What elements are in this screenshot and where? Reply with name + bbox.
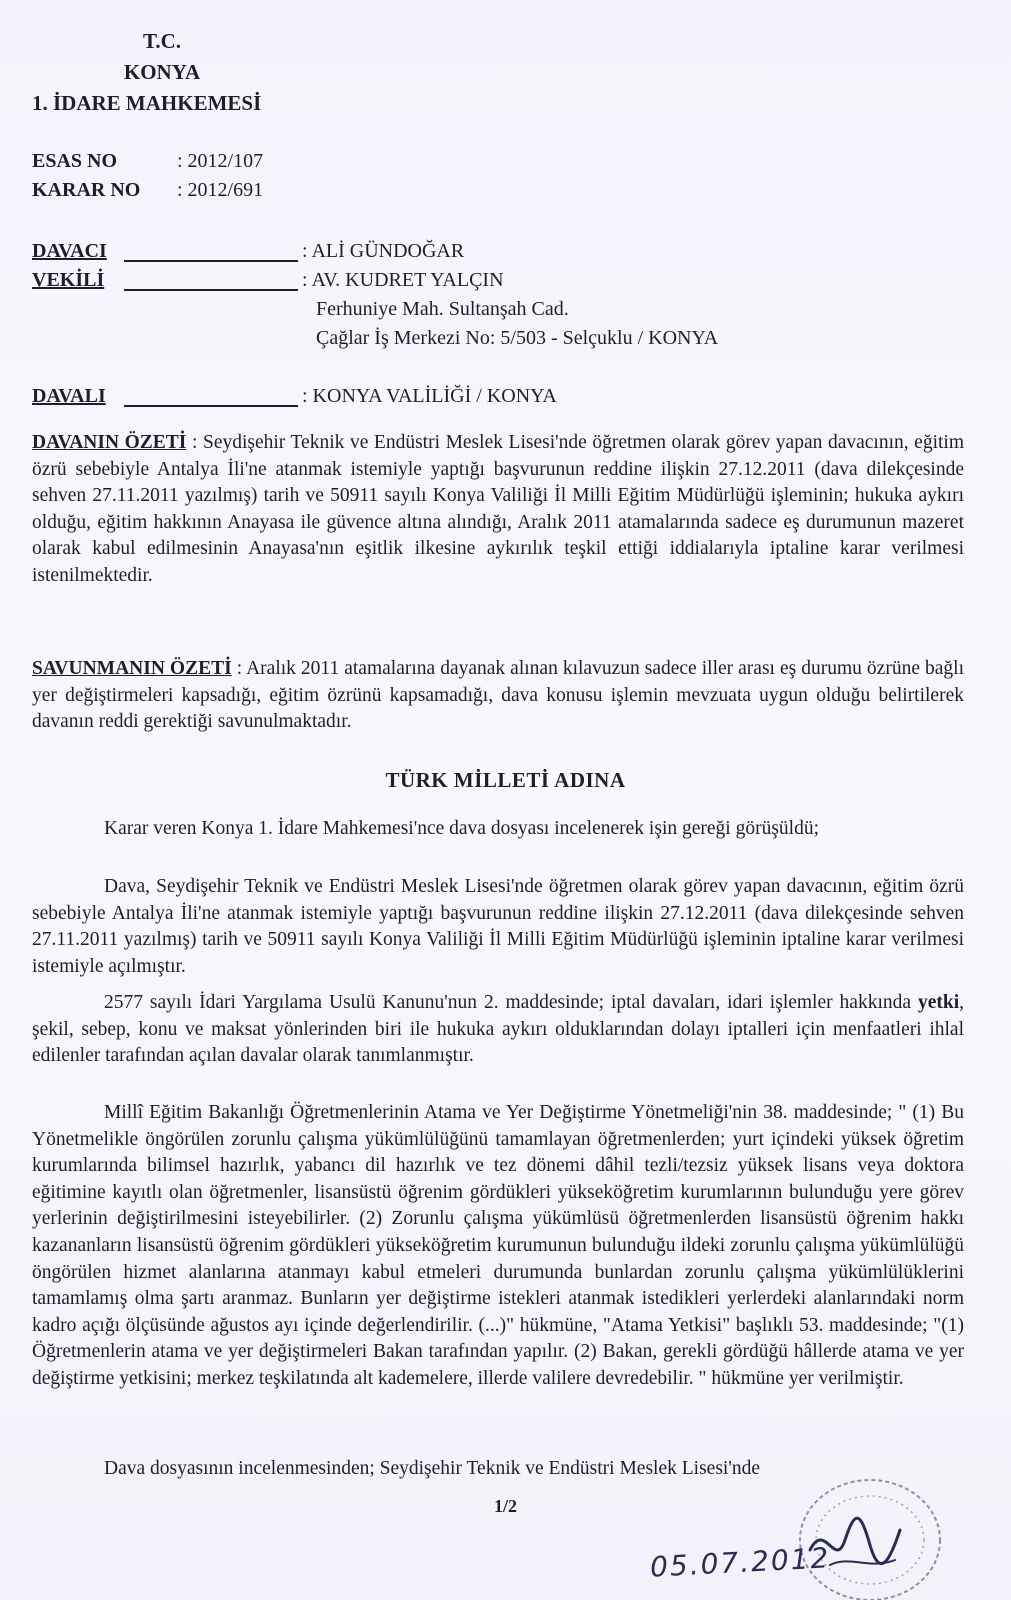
case-numbers xyxy=(32,147,263,205)
court-header xyxy=(32,26,292,119)
body-paragraph-3-b: yetki xyxy=(917,992,960,1013)
handwritten-date: 05.07.2012 xyxy=(649,1541,832,1584)
body-paragraph-3 xyxy=(32,990,964,1070)
case-summary xyxy=(32,430,964,590)
party-block xyxy=(32,237,718,353)
esas-value: : 2012/107 xyxy=(177,150,264,172)
defense-summary-heading: SAVUNMANIN ÖZETİ xyxy=(32,658,232,679)
esas-label: ESAS NO xyxy=(32,150,118,172)
vekili-value: : AV. KUDRET YALÇIN xyxy=(302,269,504,291)
davaci-label: DAVACI xyxy=(32,237,302,266)
body-paragraph-3-a: 2577 sayılı İdari Yargılama Usulü Kanunu'nun 2. maddesinde; iptal davaları, idari işlemler hakkında xyxy=(104,992,918,1013)
page-number: 1/2 xyxy=(493,1496,517,1516)
karar-label: KARAR NO xyxy=(32,179,141,201)
vekili-address-1: Ferhuniye Mah. Sultanşah Cad. xyxy=(316,298,569,320)
body-paragraph-5: Dava dosyasının incelenmesinden; Seydişehir Teknik ve Endüstri Meslek Lisesi'nde xyxy=(104,1458,760,1479)
body-paragraph-4: Millî Eğitim Bakanlığı Öğretmenlerinin Atama ve Yer Değiştirme Yönetmeliği'nin 38. maddesinde; " (1) Bu Yönetmelikle öngörülen zorunlu çalışma yükümlülüğünü tamamlayan öğretmenlerden; yurt içindeki yüksek öğretim kurumlarında bilimsel hazırlık, yabancı dil hazırlık ve tez dönemi dâhil tezli/tezsiz yüksek lisans veya doktora eğitimine kayıtlı olan öğretmenler, lisansüstü öğrenim gördükleri yükseköğretim kurumlarının bulunduğu yere görev yerlerinin değiştirilmesini isteyebilirler. (2) Zorunlu çalışma yükümlüsü öğretmenlerden lisansüstü öğrenim hakkı kazananların lisansüstü öğrenim gördükleri yükseköğretim kurumunun bulunduğu ildeki zorunlu çalışma yükümlülüğü öngörülen hizmet alanlarına atanmayı kabul etmeleri durumunda bunlardan zorunlu çalışma yükümlülüklerini tamamlamış olma şartı aranmaz. Bunların yer değiştirme istekleri atanmak istedikleri yerlerdeki alanlarındaki norm kadro açığı ölçüsünde ağustos ayı içinde değerlendirilir. (...)" hükmüne, "Atama Yetkisi" başlıklı 53. maddesinde; "(1) Öğretmenlerin atama ve yer değiştirmeleri Bakan tarafından yapılır. (2) Bakan, gerekli gördüğü hâllerde atama ve yer değiştirme yetkisini; merkez teşkilatında alt kademelere, illerde valilere devredebilir. " hükmüne yer verilmiştir. xyxy=(32,1102,964,1389)
davaci-value: : ALİ GÜNDOĞAR xyxy=(302,240,465,262)
davali-label: DAVALI xyxy=(32,382,302,411)
vekili-label: VEKİLİ xyxy=(32,266,302,295)
case-summary-heading: DAVANIN ÖZETİ xyxy=(32,432,187,453)
defense-summary-text: : Aralık 2011 atamalarına dayanak alınan kılavuzun sadece iller arası eş durumu özrüne bağlı yer değiştirmeleri kapsadığı, eğitim özrünü kapsamadığı, dava konusu işlemin mevzuata uygun olduğu belirtilerek davanın reddi gerektiği savunulmaktadır. xyxy=(32,658,964,733)
body-paragraph-3-c: , şekil, sebep, konu ve maksat yönlerinden biri ile hukuka aykırı olduklarından dolayı iptalleri için menfaatleri ihlal edilenler tarafından açılan davalar olarak tanımlanmıştır. xyxy=(32,992,964,1067)
case-summary-text: : Seydişehir Teknik ve Endüstri Meslek Lisesi'nde öğretmen olarak görev yapan davacının, eğitim özrü sebebiyle Antalya İli'ne atanmak istemiyle yaptığı başvurunun reddine ilişkin 27.12.2011 (dava dilekçesinde sehven 27.11.2011 yazılmış) tarih ve 50911 sayılı Konya Valiliği İl Milli Eğitim Müdürlüğü işleminin; hukuka aykırı olduğu, eğitim hakkının Anayasa ile güvence altına alındığı, Aralık 2011 atamalarında sadece eş durumunun mazeret olarak kabul edilmesinin Anayasa'nın eşitlik ilkesine aykırılık teşkil ettiği iddialarıyla iptaline karar verilmesi istenilmektedir. xyxy=(32,432,965,586)
vekili-address-2: Çağlar İş Merkezi No: 5/503 - Selçuklu / KONYA xyxy=(316,327,719,349)
header-city: KONYA xyxy=(123,60,201,84)
karar-value: : 2012/691 xyxy=(177,179,264,201)
header-court: 1. İDARE MAHKEMESİ xyxy=(32,91,262,115)
body-paragraph-2: Dava, Seydişehir Teknik ve Endüstri Meslek Lisesi'nde öğretmen olarak görev yapan davacının, eğitim özrü sebebiyle Antalya İli'ne atanmak istemiyle yaptığı başvurunun reddine ilişkin 27.12.2011 (dava dilekçesinde sehven 27.11.2011 yazılmış) tarih ve 50911 sayılı Konya Valiliği İl Milli Eğitim Müdürlüğü işleminin iptaline karar verilmesi istemiyle açılmıştır. xyxy=(32,876,964,977)
body-paragraph-1: Karar veren Konya 1. İdare Mahkemesi'nce dava dosyası incelenerek işin gereği görüşüldü; xyxy=(104,818,819,839)
judgment-title: TÜRK MİLLETİ ADINA xyxy=(385,768,626,792)
davali-value: : KONYA VALİLİĞİ / KONYA xyxy=(302,385,557,407)
defense-summary xyxy=(32,656,964,736)
header-tc: T.C. xyxy=(142,29,182,53)
davali-block xyxy=(32,382,557,411)
